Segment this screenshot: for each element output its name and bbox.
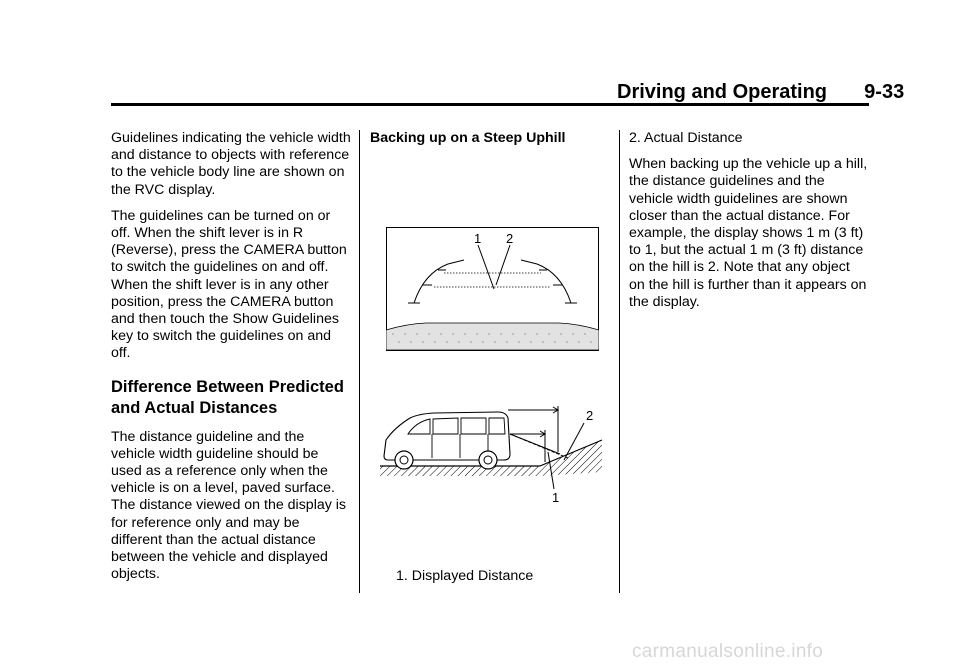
section-heading: Difference Between Predicted and Actual Distances (111, 377, 344, 417)
caption-actual-distance: 2. Actual Distance (629, 130, 743, 146)
display-label-2: 2 (506, 231, 514, 246)
column-3 (629, 130, 869, 320)
caption-displayed-distance: 1. Displayed Distance (396, 568, 534, 584)
paragraph-guidelines-intro: Guidelines indicating the vehicle width and distance to objects with reference to the vehicle body line are shown on the RVC display. (111, 130, 351, 198)
page-number: 9-33 (864, 81, 905, 103)
paragraph-distance-reference: The distance guideline and the vehicle width guideline should be used as a reference only when the vehicle is on a level, paved surface. The distance viewed on the display is for reference only and may be different than the actual distance between the vehicle and displayed objects. (111, 428, 347, 583)
side-label-2: 2 (586, 408, 594, 423)
figure-heading: Backing up on a Steep Uphill (370, 130, 566, 146)
header-rule (111, 103, 869, 106)
display-label-1: 1 (474, 231, 482, 246)
paragraph-uphill-explanation: When backing up the vehicle up a hill, the distance guidelines and the vehicle width guidelines are shown closer than the actual distance. For example, the display shows 1 m (3 ft) to 1, but the actual 1 m (3 ft) distance on the hill is 2. Note that any object on the hill is further than it appears on the display. (629, 156, 868, 310)
column-divider-1 (359, 130, 360, 593)
watermark: carmanualsonline.info (632, 641, 824, 662)
bumper-area (386, 323, 599, 350)
distance-arrows (508, 406, 584, 489)
rvc-display-figure (386, 227, 599, 351)
page-header (617, 80, 905, 104)
uphill-side-view-figure (378, 400, 608, 510)
column-1 (111, 130, 351, 592)
section-title: Driving and Operating (617, 81, 828, 103)
column-divider-2 (619, 130, 620, 593)
column-2 (370, 130, 610, 147)
paragraph-guidelines-toggle: The guidelines can be turned on or off. When the shift lever is in R (Reverse), press the CAMERA button to switch the guidelines on and off. When the shift lever is in any other position, press the CAMERA button and then touch the Show Guidelines key to switch the guidelines on and off. (111, 207, 347, 362)
side-label-1: 1 (552, 490, 560, 505)
